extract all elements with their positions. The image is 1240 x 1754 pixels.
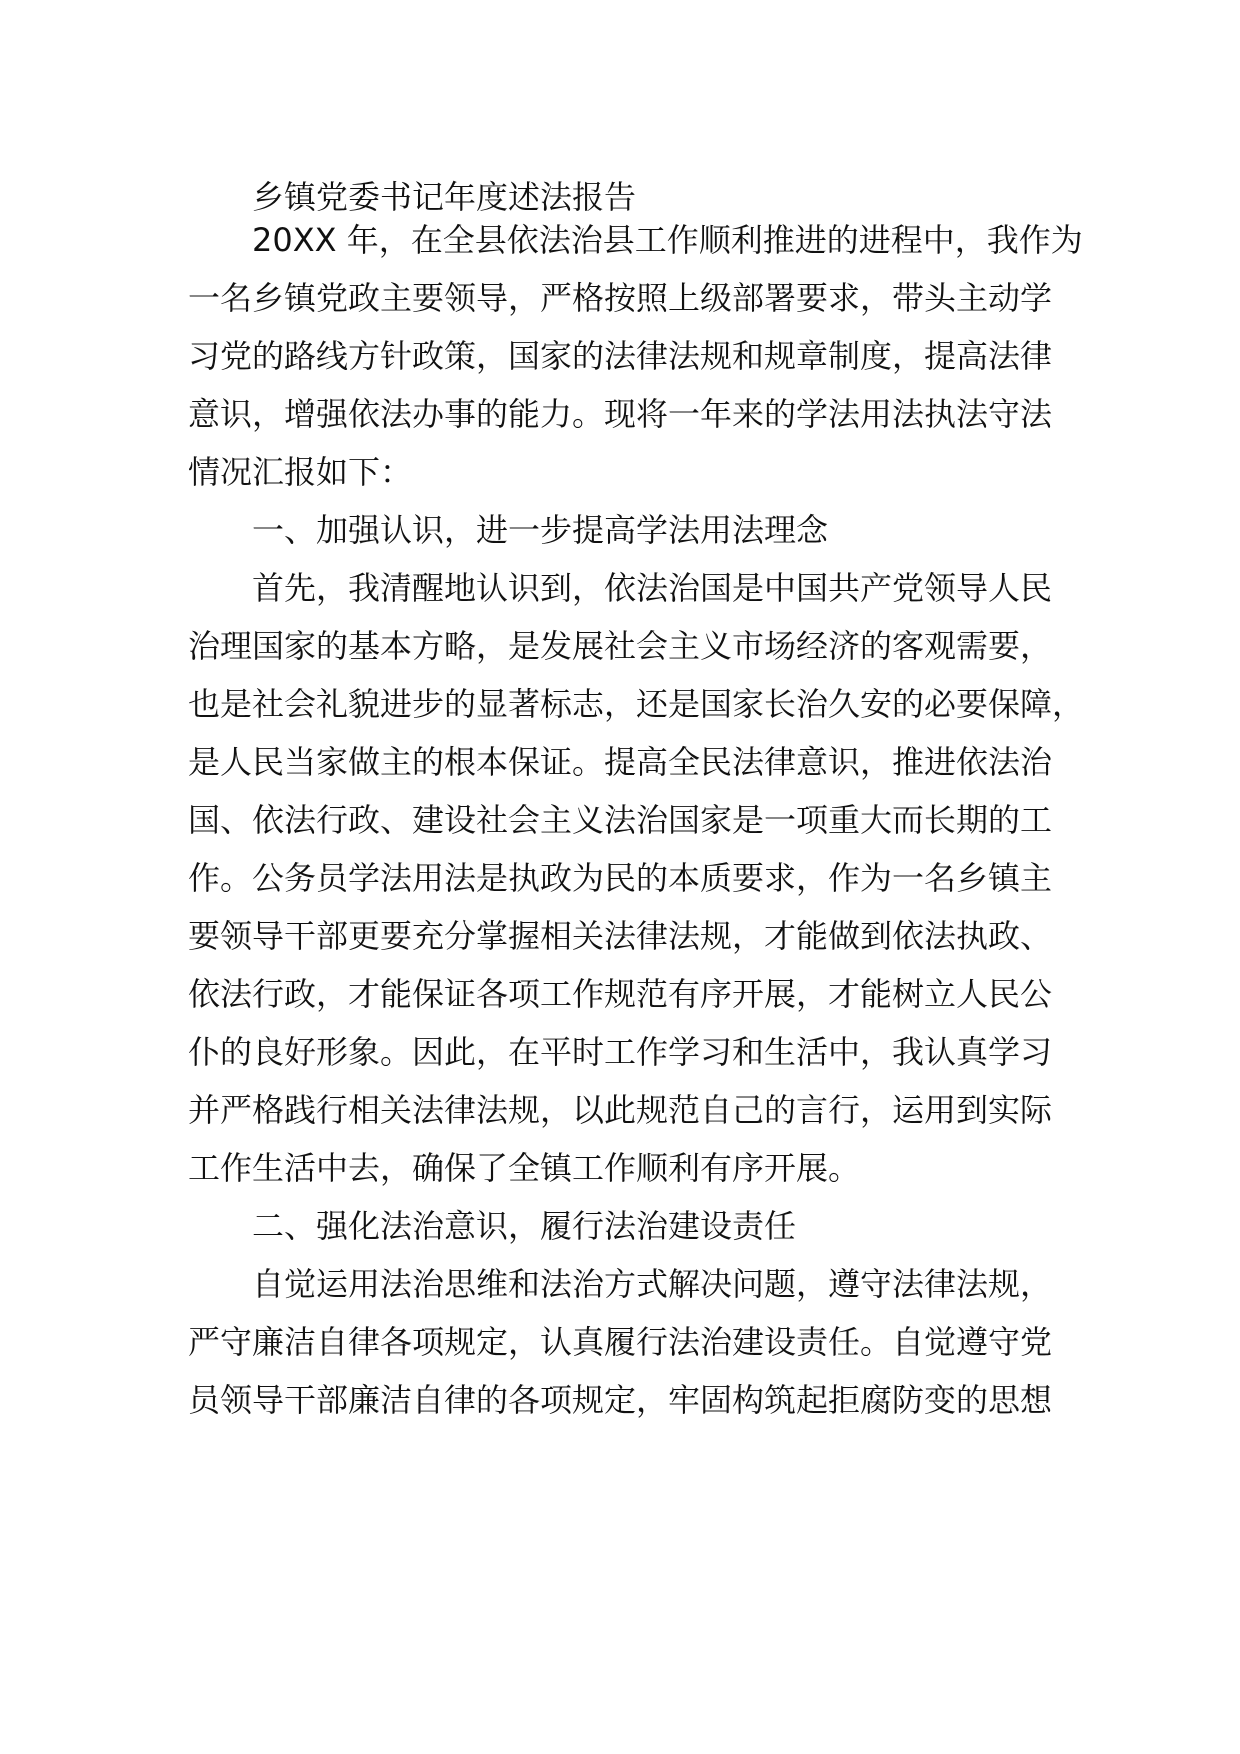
paragraph-line: 意识，增强依法办事的能力。现将一年来的学法用法执法守法 bbox=[188, 395, 1053, 433]
document-title: 乡镇党委书记年度述法报告 bbox=[252, 178, 637, 216]
paragraph-line: 依法行政，才能保证各项工作规范有序开展，才能树立人民公 bbox=[188, 975, 1053, 1013]
paragraph-line: 一名乡镇党政主要领导，严格按照上级部署要求，带头主动学 bbox=[188, 279, 1053, 317]
paragraph-line: 作。公务员学法用法是执政为民的本质要求，作为一名乡镇主 bbox=[188, 859, 1053, 897]
paragraph-line: 仆的良好形象。因此，在平时工作学习和生活中，我认真学习 bbox=[188, 1033, 1053, 1071]
paragraph-line: 也是社会礼貌进步的显著标志，还是国家长治久安的必要保障， bbox=[188, 685, 1085, 723]
paragraph-line: 要领导干部更要充分掌握相关法律法规，才能做到依法执政、 bbox=[188, 917, 1053, 955]
paragraph-line: 工作生活中去，确保了全镇工作顺利有序开展。 bbox=[188, 1149, 861, 1187]
paragraph-line: 自觉运用法治思维和法治方式解决问题，遵守法律法规， bbox=[252, 1265, 1053, 1303]
paragraph-line: 员领导干部廉洁自律的各项规定，牢固构筑起拒腐防变的思想 bbox=[188, 1381, 1053, 1419]
paragraph-line: 严守廉洁自律各项规定，认真履行法治建设责任。自觉遵守党 bbox=[188, 1323, 1053, 1361]
paragraph-line: 国、依法行政、建设社会主义法治国家是一项重大而长期的工 bbox=[188, 801, 1053, 839]
paragraph-line: 首先，我清醒地认识到，依法治国是中国共产党领导人民 bbox=[252, 569, 1053, 607]
paragraph-line: 情况汇报如下： bbox=[188, 453, 413, 491]
paragraph-line: 20XX 年，在全县依法治县工作顺利推进的进程中，我作为 bbox=[252, 221, 1083, 259]
paragraph-line: 习党的路线方针政策，国家的法律法规和规章制度，提高法律 bbox=[188, 337, 1053, 375]
paragraph-line: 是人民当家做主的根本保证。提高全民法律意识，推进依法治 bbox=[188, 743, 1053, 781]
paragraph-line: 并严格践行相关法律法规，以此规范自己的言行，运用到实际 bbox=[188, 1091, 1053, 1129]
section-heading: 二、强化法治意识，履行法治建设责任 bbox=[252, 1207, 797, 1245]
section-heading: 一、加强认识，进一步提高学法用法理念 bbox=[252, 511, 829, 549]
paragraph-line: 治理国家的基本方略，是发展社会主义市场经济的客观需要， bbox=[188, 627, 1053, 665]
